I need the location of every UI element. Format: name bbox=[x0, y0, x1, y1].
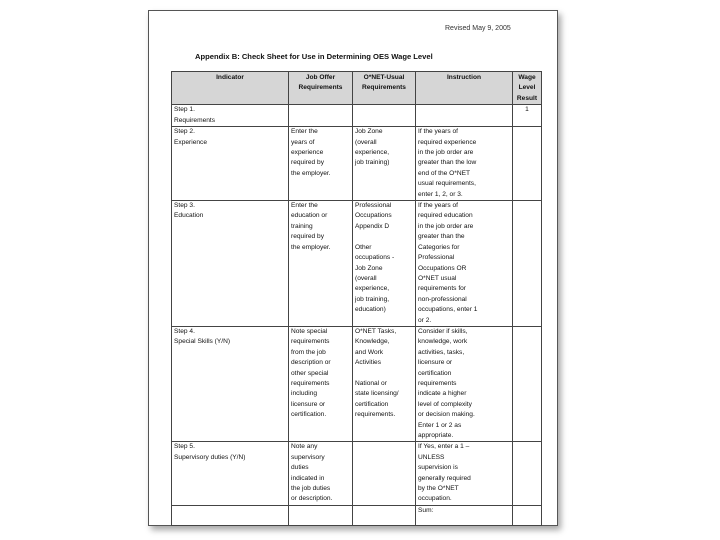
cell-instruction: If the years of required education in the job order are greater than the Categories for Professional Occupations OR O*NET usual requirements for non-professional occupations, enter 1 or 2. bbox=[416, 201, 513, 327]
cell-result bbox=[513, 127, 542, 201]
document-page bbox=[148, 10, 558, 526]
header-indicator: Indicator bbox=[172, 72, 289, 105]
table-row bbox=[172, 127, 542, 201]
cell-onet: Professional Occupations Appendix D Other occupations - Job Zone (overall experience, job training, education) bbox=[353, 201, 416, 327]
cell-instruction bbox=[416, 105, 513, 127]
revision-date: Revised May 9, 2005 bbox=[445, 25, 511, 32]
cell-onet: O*NET Tasks, Knowledge, and Work Activities National or state licensing/ certification requirements. bbox=[353, 326, 416, 441]
cell-onet bbox=[353, 505, 416, 525]
cell-instruction: If the years of required experience in the job order are greater than the low end of the O*NET usual requirements, enter 1, 2, or 3. bbox=[416, 127, 513, 201]
cell-result bbox=[513, 442, 542, 505]
cell-instruction: If Yes, enter a 1 – UNLESS supervision is generally required by the O*NET occupation. bbox=[416, 442, 513, 505]
document-title: Appendix B: Check Sheet for Use in Determining OES Wage Level bbox=[195, 52, 433, 61]
table-row bbox=[172, 326, 542, 441]
cell-result bbox=[513, 201, 542, 327]
cell-onet bbox=[353, 442, 416, 505]
cell-instruction: Consider if skills, knowledge, work activities, tasks, licensure or certification requirements indicate a higher level of complexity or decision making. Enter 1 or 2 as appropriate. bbox=[416, 326, 513, 441]
wage-level-check-sheet-table bbox=[171, 71, 542, 526]
table-row bbox=[172, 201, 542, 327]
cell-sum-label: Sum: bbox=[416, 505, 513, 525]
cell-onet bbox=[353, 105, 416, 127]
cell-job-offer: Enter the years of experience required by the employer. bbox=[289, 127, 353, 201]
cell-indicator: Step 5. Supervisory duties (Y/N) bbox=[172, 442, 289, 505]
cell-job-offer bbox=[289, 105, 353, 127]
cell-onet: Job Zone (overall experience, job training) bbox=[353, 127, 416, 201]
header-job-offer: Job Offer Requirements bbox=[289, 72, 353, 105]
cell-indicator: Step 2. Experience bbox=[172, 127, 289, 201]
cell-result: 1 bbox=[513, 105, 542, 127]
header-wage-level: Wage Level Result bbox=[513, 72, 542, 105]
table-row bbox=[172, 105, 542, 127]
header-instruction: Instruction bbox=[416, 72, 513, 105]
table-row bbox=[172, 442, 542, 505]
table-row bbox=[172, 505, 542, 525]
cell-indicator: Step 3. Education bbox=[172, 201, 289, 327]
cell-indicator: Step 4. Special Skills (Y/N) bbox=[172, 326, 289, 441]
cell-job-offer bbox=[289, 505, 353, 525]
cell-result bbox=[513, 326, 542, 441]
cell-indicator bbox=[172, 505, 289, 525]
cell-job-offer: Enter the education or training required by the employer. bbox=[289, 201, 353, 327]
table-header-row bbox=[172, 72, 542, 105]
cell-result bbox=[513, 505, 542, 525]
header-onet: O*NET-Usual Requirements bbox=[353, 72, 416, 105]
cell-job-offer: Note special requirements from the job description or other special requirements including licensure or certification. bbox=[289, 326, 353, 441]
cell-job-offer: Note any supervisory duties indicated in the job duties or description. bbox=[289, 442, 353, 505]
cell-indicator: Step 1. Requirements bbox=[172, 105, 289, 127]
